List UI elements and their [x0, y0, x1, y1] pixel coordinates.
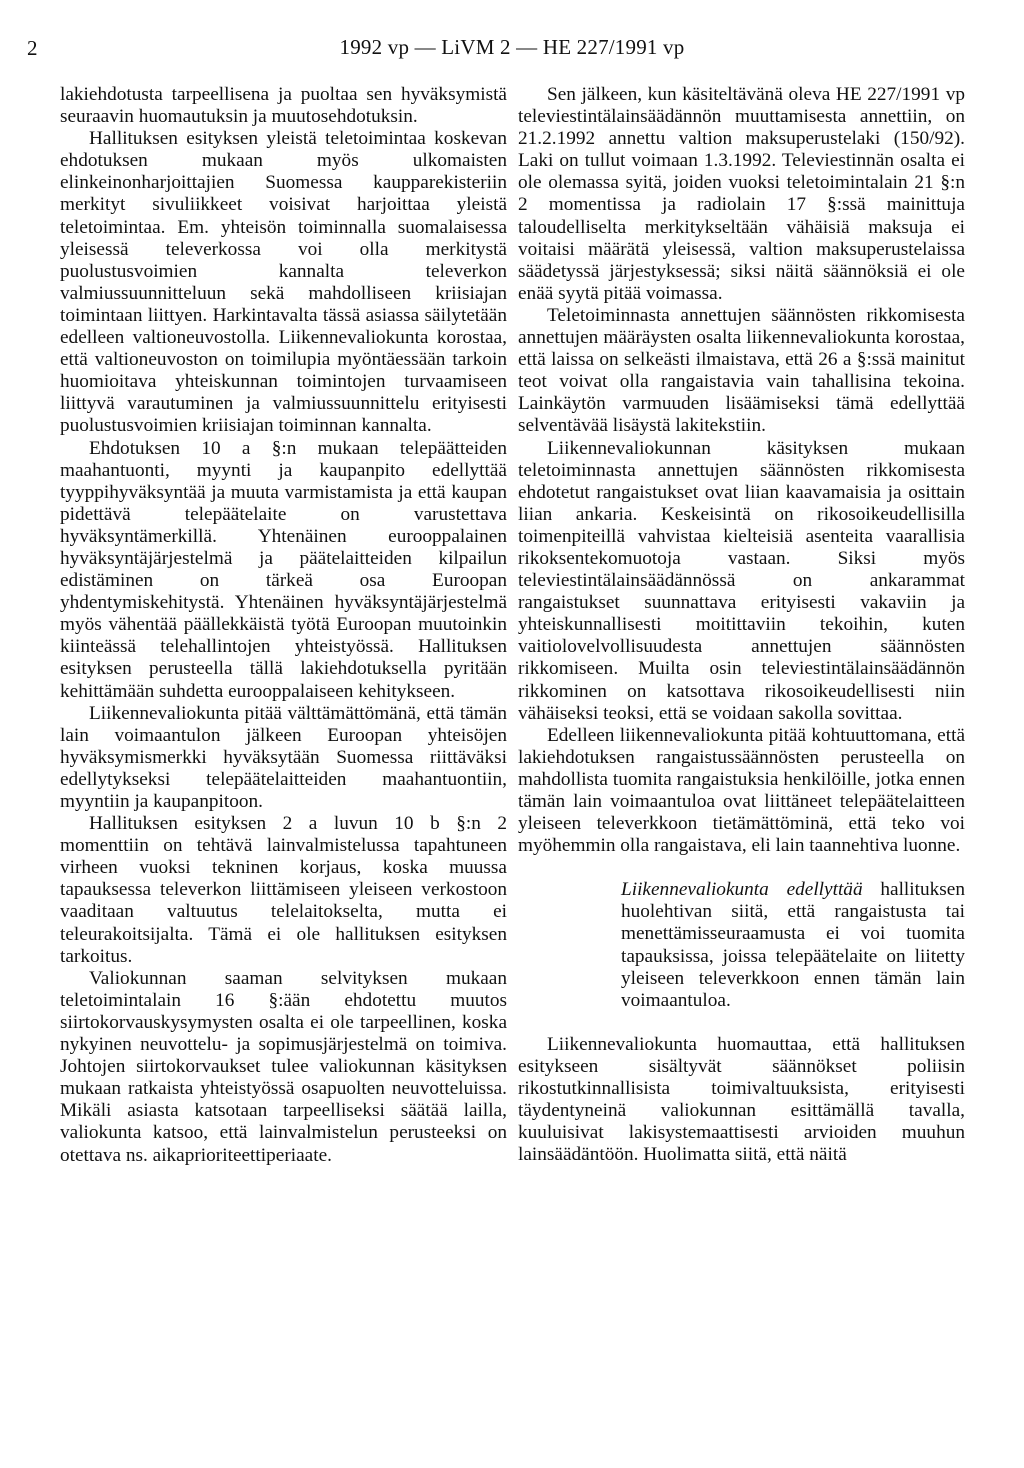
running-header: 1992 vp — LiVM 2 — HE 227/1991 vp	[339, 35, 685, 59]
statement-italic: Liikennevaliokunta edellyttää	[621, 879, 863, 901]
paragraph: Hallituksen esityksen yleistä teletoimintaa koskevan ehdotuksen mukaan myös ulkomaisten elinkeinonharjoittajien Suomessa kaupparekisteriin merkityt sivuliikkeet voisivat harjoittaa yleistä teletoimintaa. Em. yhteisön toiminnalla suomalaisessa yleisessä televerkossa voi olla merkitystä puolustusvoimien kannalta televerkon valmiussuunnitteluun sekä mahdolliseen kriisiajan toimintaan liittyen. Harkintavalta tässä asiassa säilytetään edelleen valtioneuvostolla. Liikennevaliokunta korostaa, että valtioneuvoston on toimilupia myöntäessään tarkoin huomioitava yhteiskunnan toimintojen turvaamiseen liittyvä varautuminen ja valmiussuunnittelu erityisesti puolustusvoimien kriisiajan toiminnan kannalta.	[60, 128, 507, 437]
page-number: 2	[27, 36, 38, 60]
closing-paragraph: Liikennevaliokunta huomauttaa, että hallituksen esitykseen sisältyvät säännökset poliisin rikostutkinnallisista toimivaltuuksista, erityisesti täydentyneinä valiokunnan esittämällä tavalla, kuuluisivat lakisystemaattisesti arvioiden muuhun lainsäädäntöön. Huolimatta siitä, että näitä	[518, 1033, 965, 1166]
paragraph: lakiehdotusta tarpeellisena ja puoltaa sen hyväksymistä seuraavin huomautuksin ja muutosehdotuksin.	[60, 84, 507, 128]
statement-paragraph	[621, 879, 965, 1012]
right-column	[518, 84, 965, 1166]
paragraph: Edelleen liikennevaliokunta pitää kohtuuttomana, että lakiehdotuksen rangaistussäännösten perusteella on mahdollista tuomita rangaistuksia henkilöille, jotka ennen tämän lain voimaantuloa ovat liittäneet telepäätelaitteen yleiseen televerkkoon tietämättöminä, että teko voi myöhemmin olla rangaistava, eli lain taannehtiva luonne.	[518, 724, 965, 857]
paragraph: Ehdotuksen 10 a §:n mukaan telepäätteiden maahantuonti, myynti ja kaupanpito edellyttää tyyppihyväksyntää ja muuta varmistamista ja että kaupan pidettävä telepäätelaite on varustettava hyväksyntämerkillä. Yhtenäinen eurooppalainen hyväksyntäjärjestelmä ja päätelaitteiden kilpailun edistäminen on tärkeä osa Euroopan yhdentymiskehitystä. Yhtenäinen hyväksyntäjärjestelmä myös vähentää päällekkäistä työtä Euroopan muutoinkin kiinteässä telehallintojen yhteistyössä. Hallituksen esityksen perusteella tällä lakiehdotuksella pyritään kehittämään suhdetta eurooppalaiseen kehitykseen.	[60, 437, 507, 702]
paragraph: Sen jälkeen, kun käsiteltävänä oleva HE 227/1991 vp televiestintälainsäädännön muuttamisesta annettiin, on 21.2.1992 annettu valtion maksuperustelaki (150/92). Laki on tullut voimaan 1.3.1992. Televiestinnän osalta ei ole olemassa syitä, joiden vuoksi teletoimintalain 21 §:n 2 momentissa ja radiolain 17 §:ssä mainittuja taloudelliselta merkitykseltään vähäisiä maksuja ei voitaisi määrätä yleisessä, valtion maksuperustelaissa säädetyssä järjestyksessä; siksi näitä säännöksiä ei ole enää syytä pitää voimassa.	[518, 84, 965, 304]
statement-text: hallituksen huolehtivan siitä, että rangaistusta tai menettämisseuraamusta ei voi tuomita tapauksissa, joissa telepäätelaite on liitetty yleiseen televerkkoon ennen tämän lain voimaantuloa.	[621, 879, 965, 1011]
paragraph: Teletoiminnasta annettujen säännösten rikkomisesta annettujen määräysten osalta liikennevaliokunta korostaa, että laissa on selkeästi ilmaistava, että 26 a §:ssä mainitut teot voivat olla rangaistavia vain tahallisina tekoina. Lainkäytön varmuuden lisäämiseksi tämä edellyttää selventävää lisäystä lakitekstiin.	[518, 304, 965, 437]
paragraph: Liikennevaliokunnan käsityksen mukaan teletoiminnasta annettujen säännösten rikkomisesta ehdotetut rangaistukset ovat liian kaavamaisia ja osittain liian ankaria. Keskeisintä on rikosoikeudellisilla toimenpiteillä vahvistaa kielteisiä asenteita vaarallisia rikoksentekomuotoja vastaan. Siksi myös televiestintälainsäädännössä on ankarammat rangaistukset suunnattava erityisesti vakaviin ja yhteiskunnallisesti moitittaviin tekoihin, kuten vaitiolovelvollisuudesta annettujen säännösten rikkomiseen. Muilta osin televiestintälainsäädännön rikkominen on katsottava rikosoikeudellisesti niin vähäiseksi teoksi, että se voidaan sakolla sovittaa.	[518, 437, 965, 724]
left-column	[60, 84, 507, 1167]
paragraph: Valiokunnan saaman selvityksen mukaan teletoimintalain 16 §:ään ehdotettu muutos siirtokorvauskysymysten osalta ei ole tarpeellinen, koska nykyinen neuvottelu- ja sopimusjärjestelmä on toimiva. Johtojen siirtokorvaukset tulee valiokunnan käsityksen mukaan ratkaista yhteistyössä osapuolten neuvotteluissa. Mikäli asiasta katsotaan tarpeelliseksi säätää lailla, valiokunta katsoo, että lainvalmistelun perusteeksi on otettava ns. aikaprioriteettiperiaate.	[60, 967, 507, 1166]
paragraph: Liikennevaliokunta pitää välttämättömänä, että tämän lain voimaantulon jälkeen Euroopan yhteisöjen hyväksymismerkki hyväksytään Suomessa riittäväksi edellytykseksi telepäätelaitteiden maahantuontiin, myyntiin ja kaupanpitoon.	[60, 702, 507, 812]
paragraph: Hallituksen esityksen 2 a luvun 10 b §:n 2 momenttiin on tehtävä lainvalmistelussa tapahtuneen virheen vuoksi tekninen korjaus, koska muussa tapauksessa televerkon liittämiseen yleiseen verkostoon vaaditaan valtuutus telelaitokselta, mutta ei teleurakoitsijalta. Tämä ei ole hallituksen esityksen tarkoitus.	[60, 813, 507, 967]
